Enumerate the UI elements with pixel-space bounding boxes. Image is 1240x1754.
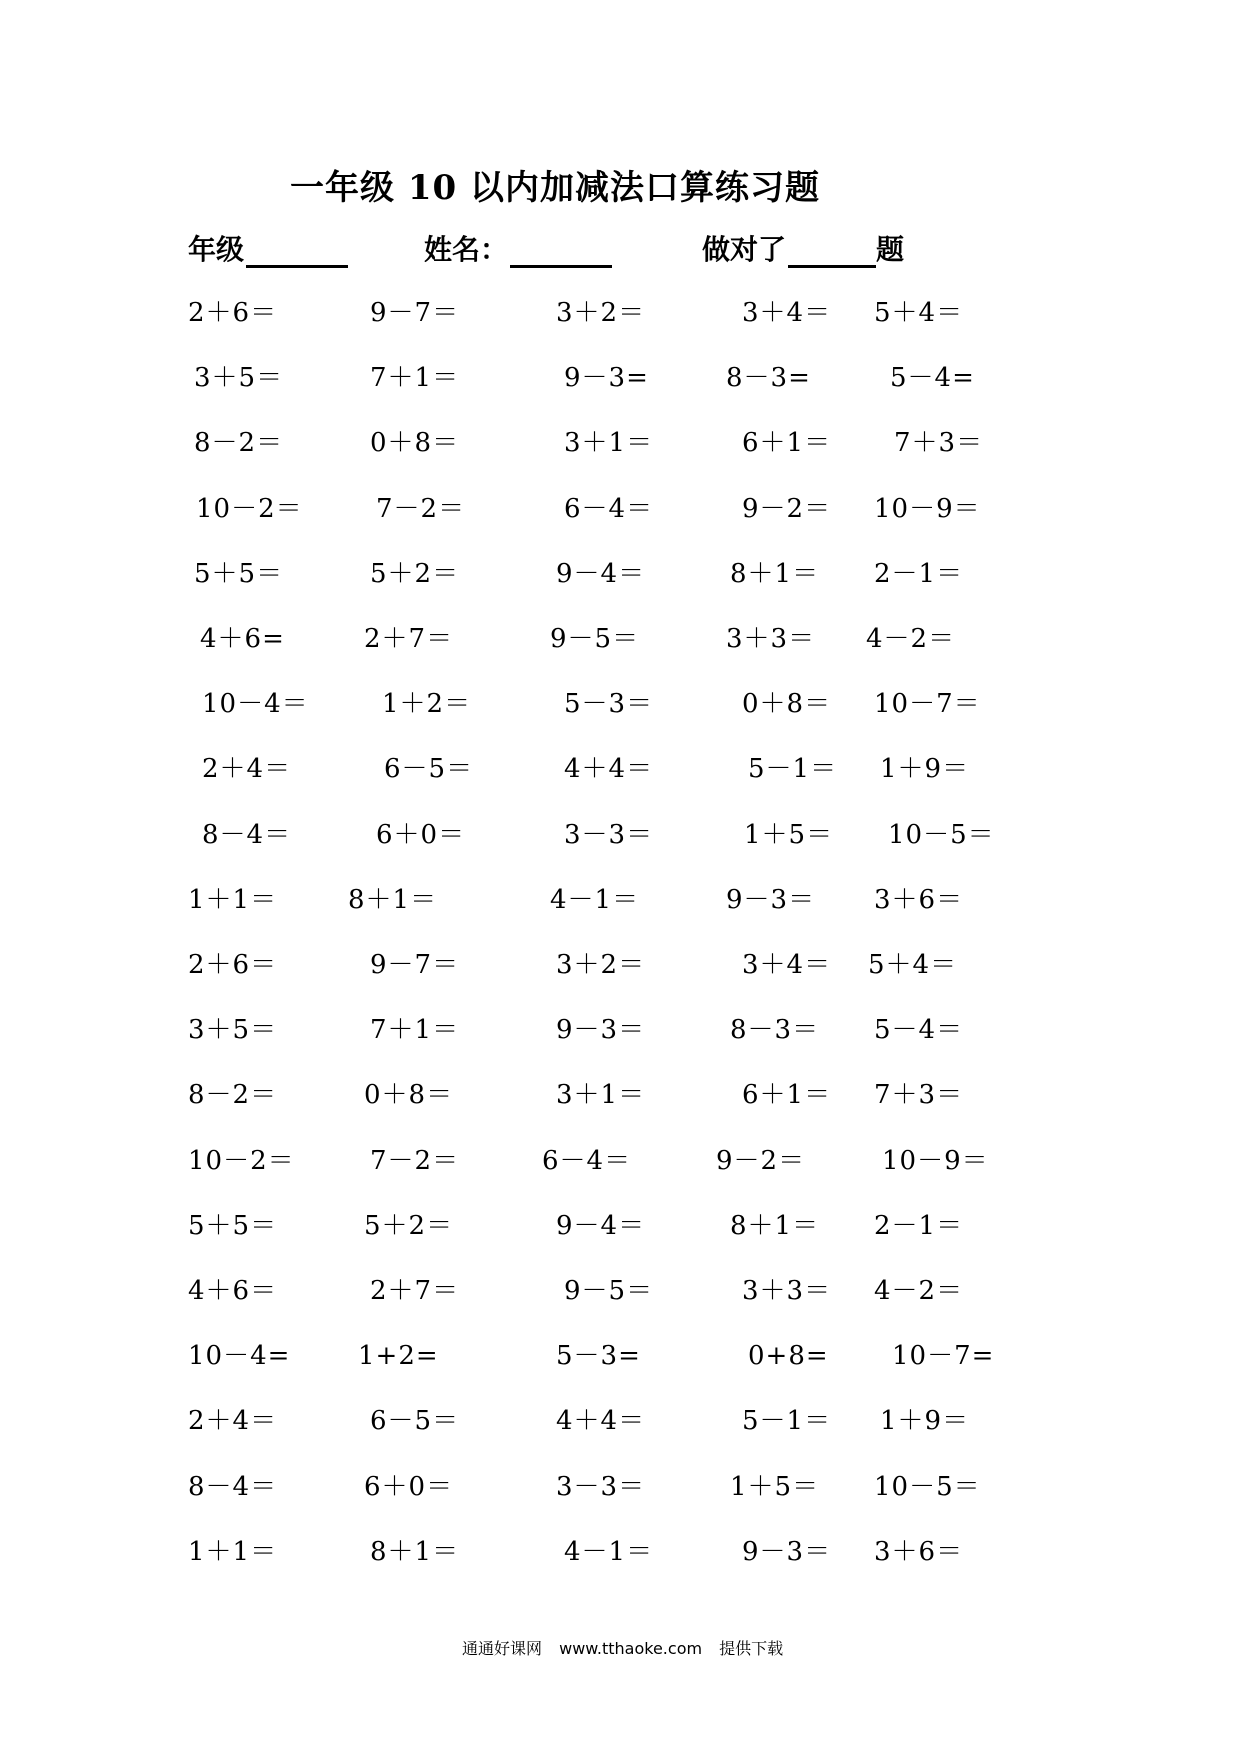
problem-r13-c1: 8－2＝ — [188, 1080, 278, 1110]
correct-label: 做对了 — [702, 233, 787, 266]
problem-r11-c5: 5＋4＝ — [868, 950, 958, 980]
problem-r7-c1: 10－4＝ — [202, 689, 309, 719]
problem-r14-c5: 10－9＝ — [882, 1146, 989, 1176]
problem-r8-c3: 4＋4＝ — [564, 754, 654, 784]
footer-suffix: 提供下载 — [719, 1639, 784, 1658]
page-title: 一年级 10 以内加减法口算练习题 — [290, 168, 820, 208]
problem-r14-c2: 7－2＝ — [370, 1146, 460, 1176]
problem-r10-c4: 9－3＝ — [726, 885, 816, 915]
problem-r9-c1: 8－4＝ — [202, 820, 292, 850]
problem-r20-c2: 8＋1＝ — [370, 1537, 460, 1567]
problem-r1-c3: 3＋2＝ — [556, 298, 646, 328]
problem-r12-c1: 3＋5＝ — [188, 1015, 278, 1045]
footer-site-name: 通通好课网 — [462, 1639, 543, 1658]
problem-r5-c2: 5＋2＝ — [370, 559, 460, 589]
problem-r4-c5: 10－9＝ — [874, 494, 981, 524]
problem-r7-c2: 1＋2＝ — [382, 689, 472, 719]
problem-r10-c1: 1＋1＝ — [188, 885, 278, 915]
name-label: 姓名： — [424, 233, 509, 266]
problem-r4-c1: 10－2＝ — [196, 494, 303, 524]
problem-r20-c4: 9－3＝ — [742, 1537, 832, 1567]
problem-r16-c3: 9－5＝ — [564, 1276, 654, 1306]
problem-r1-c4: 3＋4＝ — [742, 298, 832, 328]
problem-r9-c2: 6＋0＝ — [376, 820, 466, 850]
problem-r5-c4: 8＋1＝ — [730, 559, 820, 589]
problem-r11-c3: 3＋2＝ — [556, 950, 646, 980]
problem-r17-c2: 1+2= — [358, 1341, 439, 1371]
problem-r16-c4: 3＋3＝ — [742, 1276, 832, 1306]
problem-r14-c4: 9－2＝ — [716, 1146, 806, 1176]
problem-r12-c3: 9－3＝ — [556, 1015, 646, 1045]
footer — [462, 1636, 795, 1659]
problem-r10-c2: 8＋1＝ — [348, 885, 438, 915]
problem-r4-c3: 6－4＝ — [564, 494, 654, 524]
problem-r8-c4: 5－1＝ — [748, 754, 838, 784]
problem-r8-c1: 2＋4＝ — [202, 754, 292, 784]
problem-r15-c1: 5＋5＝ — [188, 1211, 278, 1241]
problem-r14-c1: 10－2＝ — [188, 1146, 295, 1176]
problem-r7-c5: 10－7＝ — [874, 689, 981, 719]
problem-r17-c5: 10－7= — [892, 1341, 995, 1371]
problem-r13-c2: 0＋8＝ — [364, 1080, 454, 1110]
problem-r3-c1: 8－2＝ — [194, 428, 284, 458]
problem-r2-c4: 8－3= — [726, 363, 811, 393]
problem-r4-c4: 9－2＝ — [742, 494, 832, 524]
problem-r19-c2: 6＋0＝ — [364, 1472, 454, 1502]
problem-r13-c5: 7＋3＝ — [874, 1080, 964, 1110]
problem-r17-c1: 10－4= — [188, 1341, 291, 1371]
problem-r16-c2: 2＋7＝ — [370, 1276, 460, 1306]
problem-r3-c3: 3＋1＝ — [564, 428, 654, 458]
problem-r5-c1: 5＋5＝ — [194, 559, 284, 589]
problem-r9-c4: 1＋5＝ — [744, 820, 834, 850]
problem-r3-c2: 0＋8＝ — [370, 428, 460, 458]
problem-r20-c5: 3＋6＝ — [874, 1537, 964, 1567]
grade-label: 年级 — [188, 233, 245, 266]
problem-r6-c2: 2＋7＝ — [364, 624, 454, 654]
problem-r3-c4: 6＋1＝ — [742, 428, 832, 458]
problem-r15-c4: 8＋1＝ — [730, 1211, 820, 1241]
problem-r1-c5: 5＋4＝ — [874, 298, 964, 328]
problem-r19-c3: 3－3＝ — [556, 1472, 646, 1502]
problem-r2-c5: 5－4= — [890, 363, 975, 393]
problem-r13-c3: 3＋1＝ — [556, 1080, 646, 1110]
problem-r18-c3: 4＋4＝ — [556, 1406, 646, 1436]
problem-r1-c1: 2＋6＝ — [188, 298, 278, 328]
problem-r5-c5: 2－1＝ — [874, 559, 964, 589]
problem-r19-c4: 1＋5＝ — [730, 1472, 820, 1502]
problem-r5-c3: 9－4＝ — [556, 559, 646, 589]
problem-r20-c3: 4－1＝ — [564, 1537, 654, 1567]
problem-r6-c1: 4＋6= — [200, 624, 285, 654]
problem-r18-c5: 1＋9＝ — [880, 1406, 970, 1436]
problem-r20-c1: 1＋1＝ — [188, 1537, 278, 1567]
problem-r7-c3: 5－3＝ — [564, 689, 654, 719]
problem-r7-c4: 0＋8＝ — [742, 689, 832, 719]
problem-r16-c5: 4－2＝ — [874, 1276, 964, 1306]
problem-r8-c5: 1＋9＝ — [880, 754, 970, 784]
problem-r9-c5: 10－5＝ — [888, 820, 995, 850]
correct-suffix: 题 — [876, 233, 905, 266]
problem-r6-c4: 3＋3＝ — [726, 624, 816, 654]
problem-r2-c1: 3＋5＝ — [194, 363, 284, 393]
problem-r2-c2: 7＋1＝ — [370, 363, 460, 393]
problem-r14-c3: 6－4＝ — [542, 1146, 632, 1176]
problem-r6-c3: 9－5＝ — [550, 624, 640, 654]
problem-r11-c2: 9－7＝ — [370, 950, 460, 980]
problem-r19-c1: 8－4＝ — [188, 1472, 278, 1502]
problem-r18-c4: 5－1＝ — [742, 1406, 832, 1436]
problem-r12-c4: 8－3＝ — [730, 1015, 820, 1045]
problem-r3-c5: 7＋3＝ — [894, 428, 984, 458]
problem-r17-c4: 0+8= — [748, 1341, 829, 1371]
problem-r18-c1: 2＋4＝ — [188, 1406, 278, 1436]
problem-r19-c5: 10－5＝ — [874, 1472, 981, 1502]
problem-r16-c1: 4＋6＝ — [188, 1276, 278, 1306]
problem-r15-c2: 5＋2＝ — [364, 1211, 454, 1241]
problem-r8-c2: 6－5＝ — [384, 754, 474, 784]
problem-r2-c3: 9－3= — [564, 363, 649, 393]
problem-r11-c1: 2＋6＝ — [188, 950, 278, 980]
problem-r10-c3: 4－1＝ — [550, 885, 640, 915]
problem-r18-c2: 6－5＝ — [370, 1406, 460, 1436]
footer-url[interactable]: www.tthaoke.com — [559, 1639, 703, 1658]
problem-r11-c4: 3＋4＝ — [742, 950, 832, 980]
problem-r17-c3: 5－3= — [556, 1341, 641, 1371]
problem-r1-c2: 9－7＝ — [370, 298, 460, 328]
problem-r15-c3: 9－4＝ — [556, 1211, 646, 1241]
problem-r12-c2: 7＋1＝ — [370, 1015, 460, 1045]
problem-r9-c3: 3－3＝ — [564, 820, 654, 850]
problem-r12-c5: 5－4＝ — [874, 1015, 964, 1045]
problem-r10-c5: 3＋6＝ — [874, 885, 964, 915]
problem-r15-c5: 2－1＝ — [874, 1211, 964, 1241]
problem-r6-c5: 4－2＝ — [866, 624, 956, 654]
problem-r13-c4: 6＋1＝ — [742, 1080, 832, 1110]
problem-r4-c2: 7－2＝ — [376, 494, 466, 524]
